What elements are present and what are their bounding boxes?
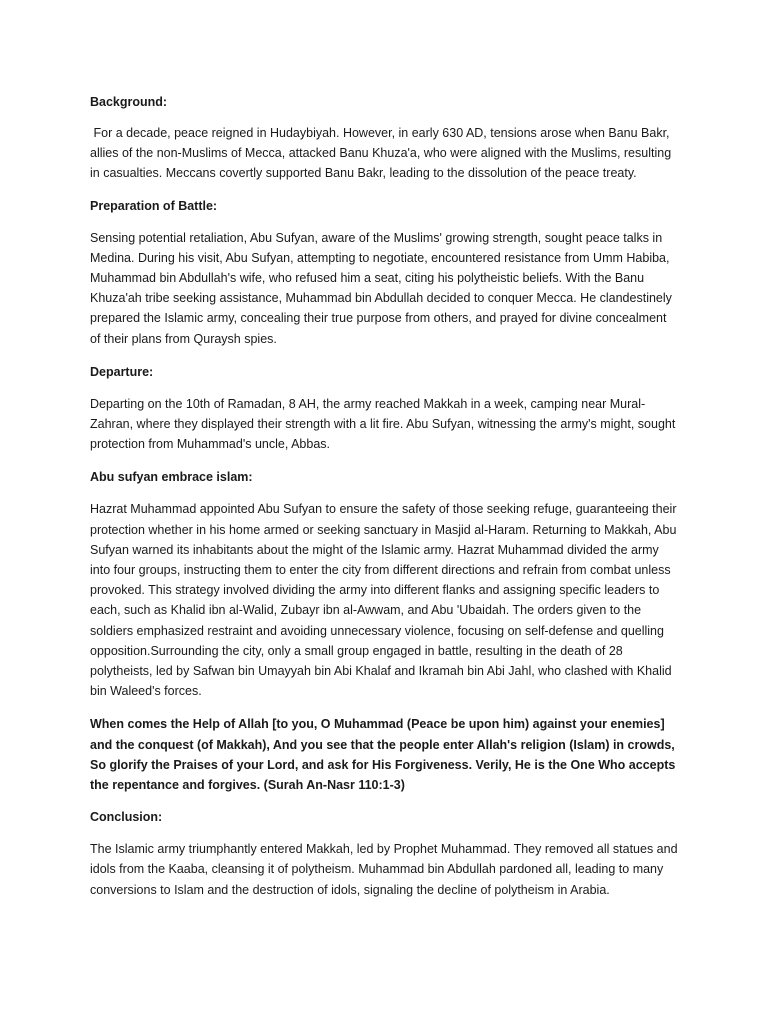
heading-conclusion: Conclusion: (90, 810, 163, 825)
document-page (90, 92, 680, 912)
paragraph-abu-sufyan: Hazrat Muhammad appointed Abu Sufyan to ensure the safety of those seeking refuge, guaranteeing their protection whether in his home armed or seeking sanctuary in Masjid al-Haram. Returning to Makkah, Abu Sufyan warned its inhabitants about the might of the Islamic army. Hazrat Muhammad divided the army into four groups, instructing them to enter the city from different directions and refrain from combat unless provoked. This strategy involved dividing the army into different flanks and assigning specific leaders to each, such as Khalid ibn al-Walid, Zubayr ibn al-Awwam, and Abu 'Ubaidah. The orders given to the soldiers emphasized restraint and avoiding unnecessary violence, focusing on self-defense and quelling opposition.Surrounding the city, only a small group engaged in battle, resulting in the death of 28 polytheists, led by Safwan bin Umayyah bin Abi Khalaf and Ikramah bin Abi Jahl, who clashed with Khalid bin Waleed's forces. (90, 502, 677, 699)
paragraph-conclusion: The Islamic army triumphantly entered Makkah, led by Prophet Muhammad. They removed all statues and idols from the Kaaba, cleansing it of polytheism. Muhammad bin Abdullah pardoned all, leading to many conversions to Islam and the destruction of idols, signaling the decline of polytheism in Arabia. (90, 842, 678, 897)
paragraph-background: For a decade, peace reigned in Hudaybiyah. However, in early 630 AD, tensions arose when Banu Bakr, allies of the non-Muslims of Mecca, attacked Banu Khuza'a, who were aligned with the Muslims, resulting in casualties. Meccans covertly supported Banu Bakr, leading to the dissolution of the peace treaty. (90, 126, 675, 181)
heading-abu-sufyan: Abu sufyan embrace islam: (90, 470, 253, 485)
quote-surah-an-nasr: When comes the Help of Allah [to you, O Muhammad (Peace be upon him) against your enemies] and the conquest (of Makkah), And you see that the people enter Allah's religion (Islam) in crowds, So glorify the Praises of your Lord, and ask for His Forgiveness. Verily, He is the One Who accepts the repentance and forgives. (Surah An-Nasr 110:1-3) (90, 717, 676, 793)
paragraph-preparation: Sensing potential retaliation, Abu Sufyan, aware of the Muslims' growing strength, sought peace talks in Medina. During his visit, Abu Sufyan, attempting to negotiate, encountered resistance from Umm Habiba, Muhammad bin Abdullah's wife, who refused him a seat, citing his polytheistic beliefs. With the Banu Khuza'ah tribe seeking assistance, Muhammad bin Abdullah decided to conquer Mecca. He clandestinely prepared the Islamic army, concealing their true purpose from others, and prayed for divine concealment of their plans from Quraysh spies. (90, 230, 672, 346)
heading-departure: Departure: (90, 364, 154, 379)
heading-background: Background: (90, 95, 168, 109)
heading-preparation: Preparation of Battle: (90, 198, 218, 213)
paragraph-departure: Departing on the 10th of Ramadan, 8 AH, the army reached Makkah in a week, camping near Mural-Zahran, where they displayed their strength with a lit fire. Abu Sufyan, witnessing the army's might, sought protection from Muhammad's uncle, Abbas. (90, 396, 676, 452)
